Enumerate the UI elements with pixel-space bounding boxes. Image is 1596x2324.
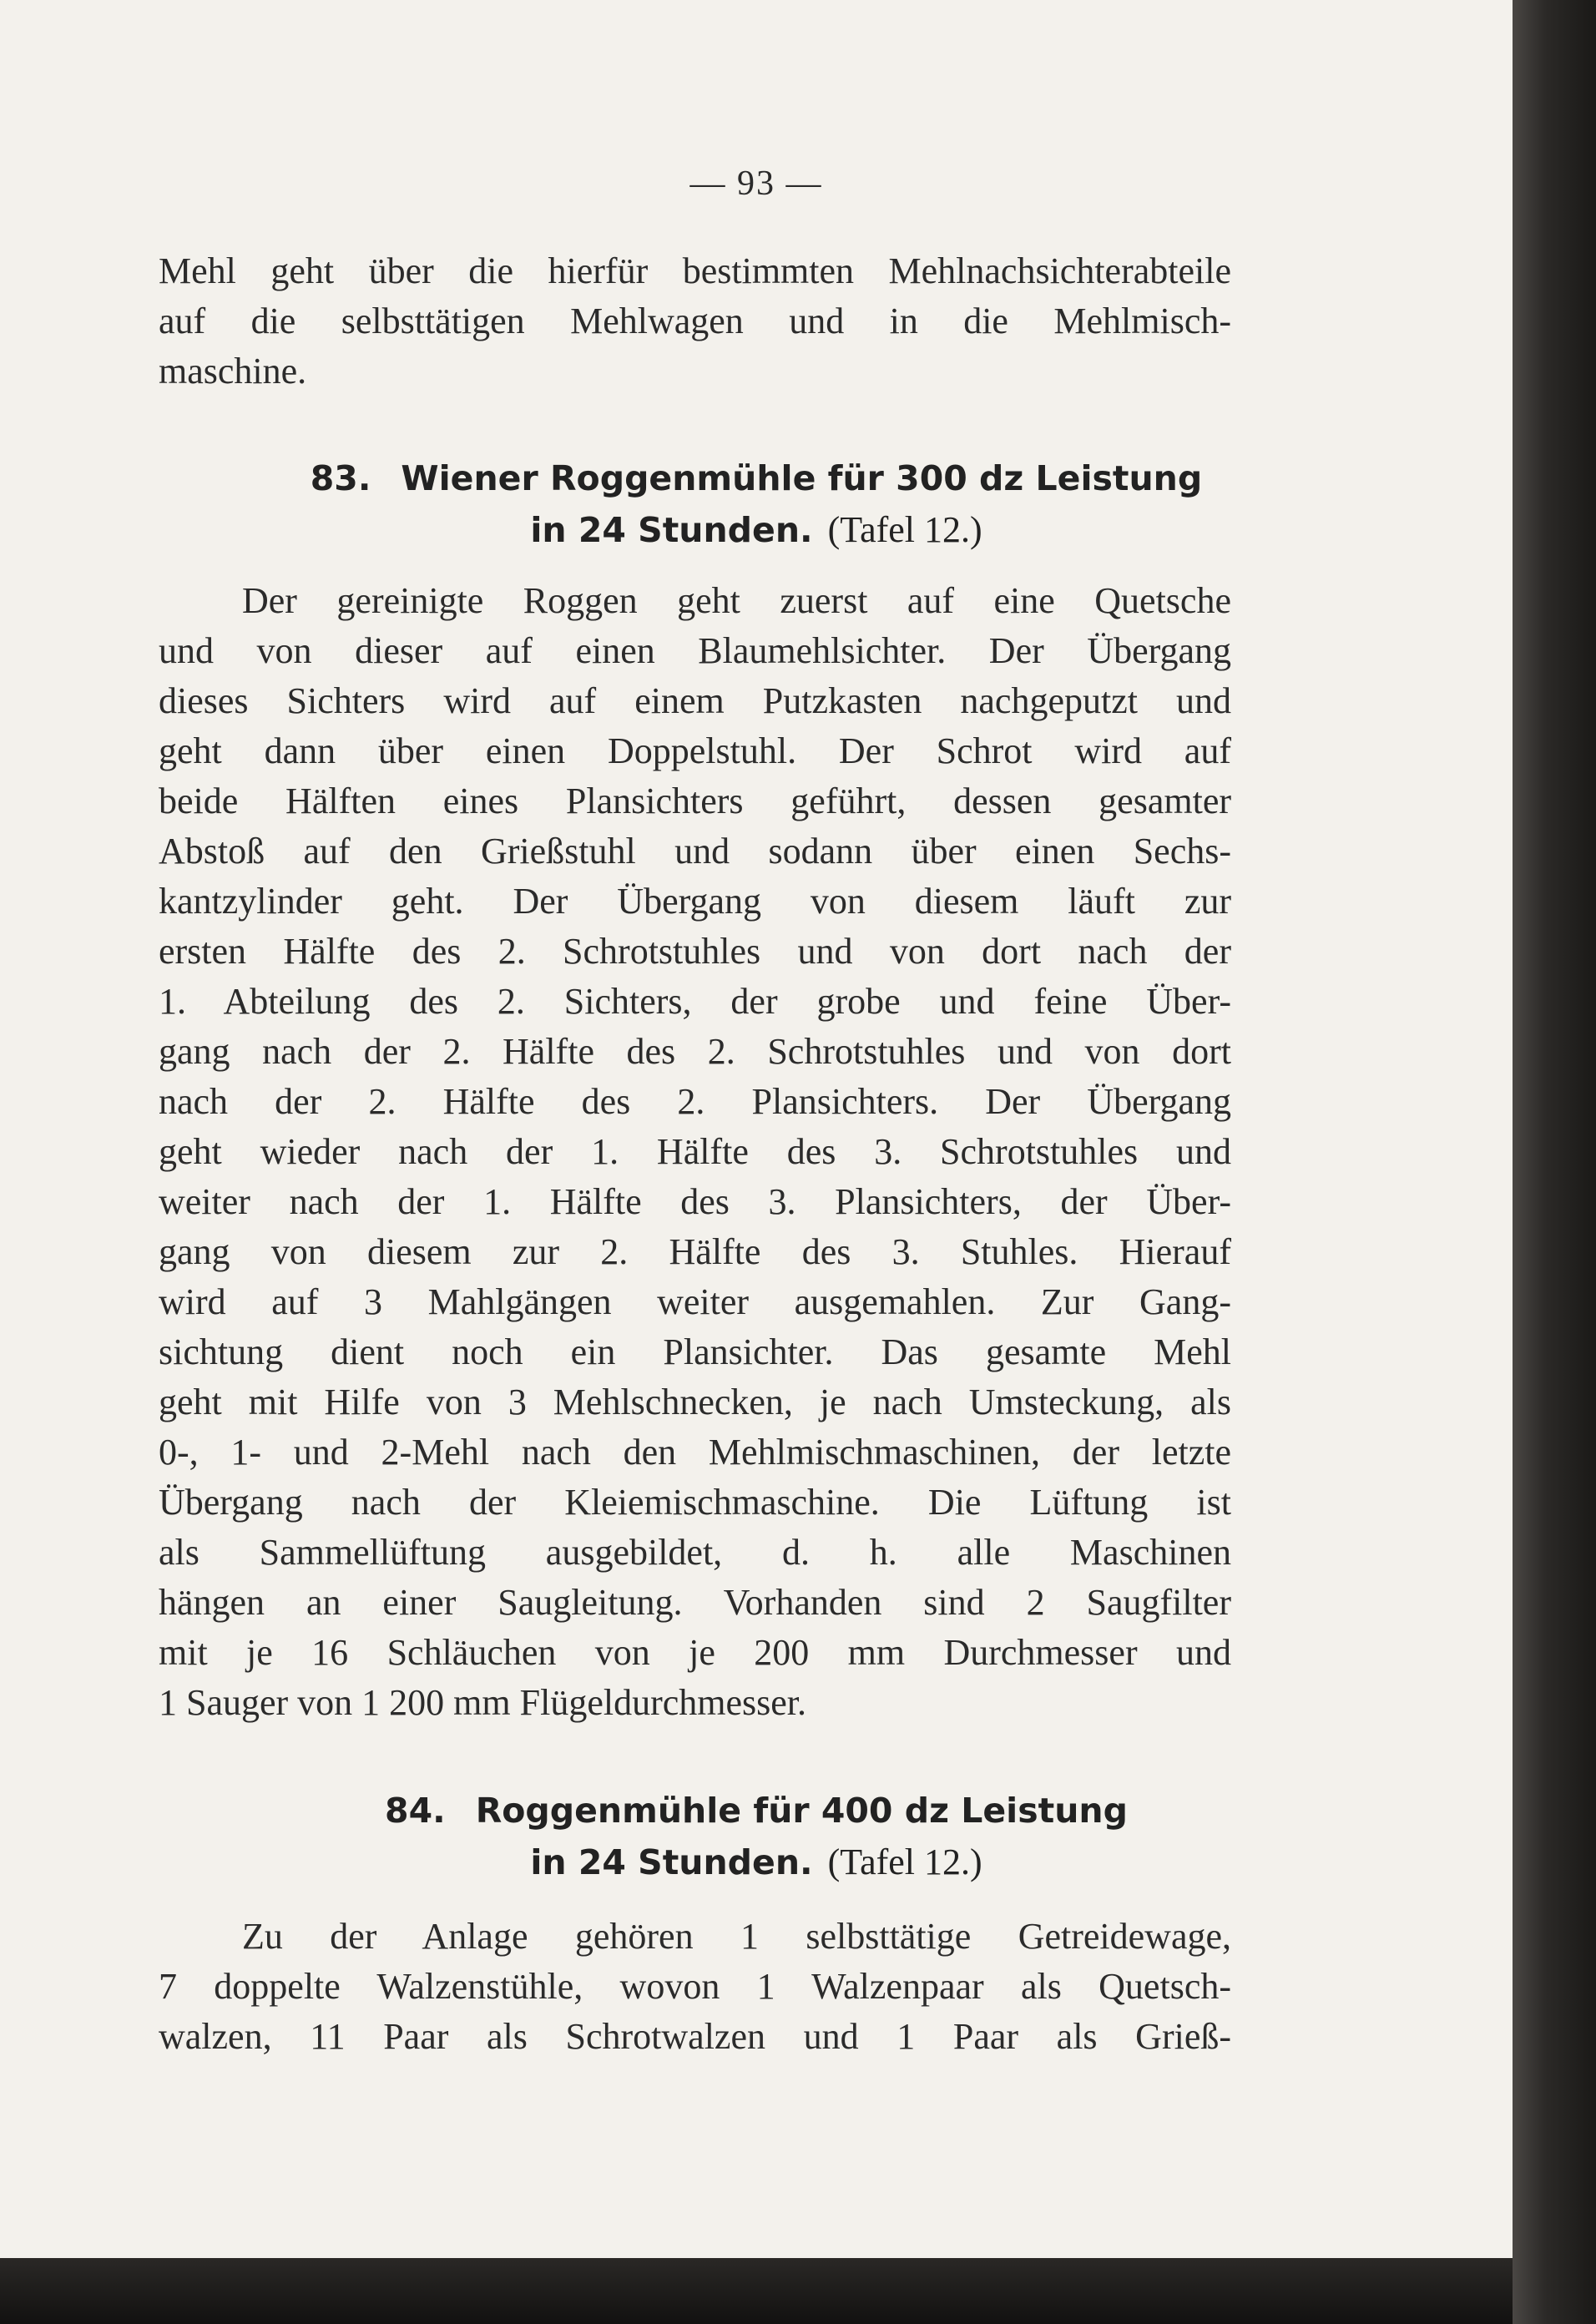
section-84-paragraph: [159, 1912, 1231, 2062]
text-line: ersten Hälfte des 2. Schrotstuhles und von dort nach der: [159, 931, 1231, 972]
text-line: Mehl geht über die hierfür bestimmten Mehlnachsichterabteile: [159, 250, 1231, 291]
text-line: als Sammellüftung ausgebildet, d. h. alle Maschinen: [159, 1532, 1231, 1573]
page-number: — 93 —: [689, 164, 823, 203]
text-line: 0-, 1- und 2-Mehl nach den Mehlmischmaschinen, der letzte: [159, 1432, 1231, 1473]
text-line: mit je 16 Schläuchen von je 200 mm Durchmesser und: [159, 1632, 1231, 1673]
text-line: Abstoß auf den Grießstuhl und sodann über einen Sechs-: [159, 831, 1231, 872]
text-line: und von dieser auf einen Blaumehlsichter. Der Übergang: [159, 630, 1231, 671]
book-spine-edge: [1513, 0, 1596, 2324]
text-line: Der gereinigte Roggen geht zuerst auf eine Quetsche: [242, 580, 1231, 621]
text-line: beide Hälften eines Plansichters geführt, dessen gesamter: [159, 781, 1231, 821]
text-line: dieses Sichters wird auf einem Putzkasten nachgeputzt und: [159, 680, 1231, 721]
text-line: geht wieder nach der 1. Hälfte des 3. Schrotstuhles und: [159, 1131, 1231, 1172]
section-83-heading: [0, 452, 1513, 556]
text-line: kantzylinder geht. Der Übergang von diesem läuft zur: [159, 881, 1231, 922]
section-83-paragraph: [159, 576, 1231, 1728]
section-subtitle: in 24 Stunden.: [530, 1842, 813, 1882]
text-line: gang von diesem zur 2. Hälfte des 3. Stuhles. Hierauf: [159, 1231, 1231, 1272]
section-84-heading: [0, 1785, 1513, 1888]
intro-paragraph: [159, 246, 1231, 397]
text-line: geht mit Hilfe von 3 Mehlschnecken, je nach Umsteckung, als: [159, 1382, 1231, 1422]
book-bottom-edge: [0, 2258, 1513, 2324]
text-line: nach der 2. Hälfte des 2. Plansichters. Der Übergang: [159, 1081, 1231, 1122]
text-line: geht dann über einen Doppelstuhl. Der Schrot wird auf: [159, 730, 1231, 771]
text-line: sichtung dient noch ein Plansichter. Das gesamte Mehl: [159, 1331, 1231, 1372]
plate-reference: (Tafel 12.): [827, 509, 982, 550]
section-title: Wiener Roggenmühle für 300 dz Leistung: [401, 458, 1203, 498]
section-number: 84.: [385, 1791, 446, 1831]
text-line: Zu der Anlage gehören 1 selbsttätige Getreidewage,: [242, 1916, 1231, 1957]
text-line: gang nach der 2. Hälfte des 2. Schrotstuhles und von dort: [159, 1031, 1231, 1072]
plate-reference: (Tafel 12.): [827, 1842, 982, 1882]
text-line: 7 doppelte Walzenstühle, wovon 1 Walzenpaar als Quetsch-: [159, 1966, 1231, 2007]
section-subtitle: in 24 Stunden.: [530, 510, 813, 550]
text-line: 1. Abteilung des 2. Sichters, der grobe und feine Über-: [159, 981, 1231, 1022]
text-line: weiter nach der 1. Hälfte des 3. Plansichters, der Über-: [159, 1181, 1231, 1222]
text-line: 1 Sauger von 1 200 mm Flügeldurchmesser.: [159, 1682, 807, 1723]
section-number: 83.: [310, 458, 371, 498]
section-title: Roggenmühle für 400 dz Leistung: [475, 1791, 1128, 1831]
text-line: Übergang nach der Kleiemischmaschine. Die Lüftung ist: [159, 1482, 1231, 1523]
text-line: hängen an einer Saugleitung. Vorhanden sind 2 Saugfilter: [159, 1582, 1231, 1623]
text-line: walzen, 11 Paar als Schrotwalzen und 1 Paar als Grieß-: [159, 2016, 1231, 2057]
text-line: auf die selbsttätigen Mehlwagen und in die Mehlmisch-: [159, 301, 1231, 341]
text-line: maschine.: [159, 351, 307, 392]
text-line: wird auf 3 Mahlgängen weiter ausgemahlen. Zur Gang-: [159, 1281, 1231, 1322]
